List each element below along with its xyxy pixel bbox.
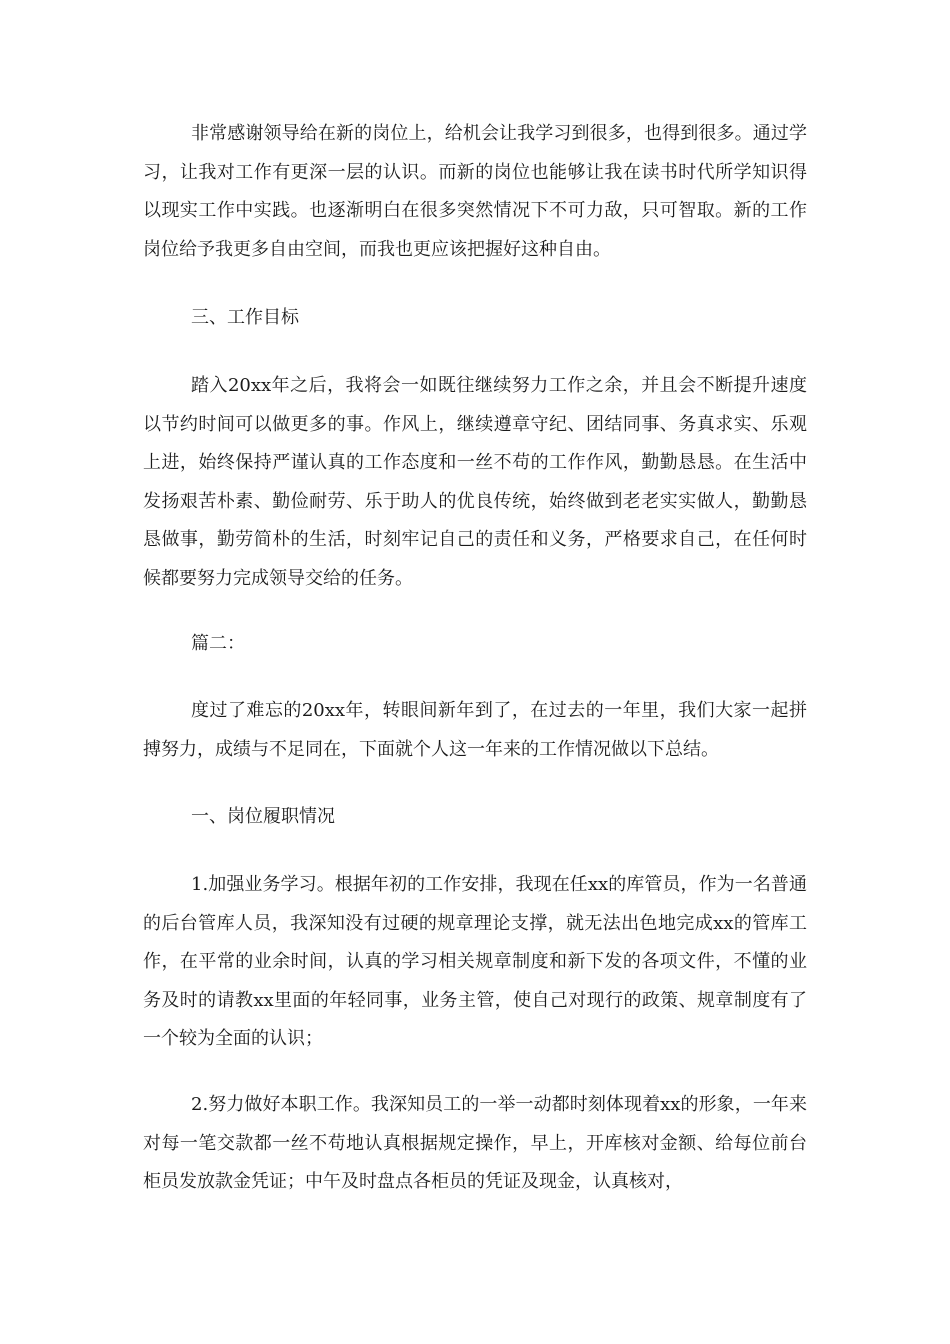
section-heading-part-two: 篇二：	[191, 633, 245, 654]
paragraph-business-study: 1.加强业务学习。根据年初的工作安排，我现在任xx的库管员，作为一名普通的后台管库人员，我深知没有过硬的规章理论支撑，就无法出色地完成xx的管库工作，在平常的业余时间，认真的学习相关规章制度和新下发的各项文件，不懂的业务及时的请教xx里面的年轻同事，业务主管，使自己对现行的政策、规章制度有了一个较为全面的认识；	[143, 874, 807, 1049]
paragraph-goals: 踏入20xx年之后，我将会一如既往继续努力工作之余，并且会不断提升速度以节约时间可以做更多的事。作风上，继续遵章守纪、团结同事、务真求实、乐观上进，始终保持严谨认真的工作态度和一丝不苟的工作作风，勤勤恳恳。在生活中发扬艰苦朴素、勤俭耐劳、乐于助人的优良传统，始终做到老老实实做人，勤勤恳恳做事，勤劳简朴的生活，时刻牢记自己的责任和义务，严格要求自己，在任何时候都要努力完成领导交给的任务。	[143, 375, 807, 589]
section-heading-duties: 一、岗位履职情况	[191, 806, 335, 827]
paragraph-gratitude: 非常感谢领导给在新的岗位上，给机会让我学习到很多，也得到很多。通过学习，让我对工作有更深一层的认识。而新的岗位也能够让我在读书时代所学知识得以现实工作中实践。也逐渐明白在很多突然情况下不可力敌，只可智取。新的工作岗位给予我更多自由空间，而我也更应该把握好这种自由。	[143, 123, 807, 260]
paragraph-intro-summary: 度过了难忘的20xx年，转眼间新年到了，在过去的一年里，我们大家一起拼搏努力，成绩与不足同在，下面就个人这一年来的工作情况做以下总结。	[143, 700, 807, 760]
section-heading-goals: 三、工作目标	[191, 307, 299, 328]
paragraph-job-duties: 2.努力做好本职工作。我深知员工的一举一动都时刻体现着xx的形象，一年来对每一笔交款都一丝不苟地认真根据规定操作，早上，开库核对金额、给每位前台柜员发放款金凭证；中午及时盘点各柜员的凭证及现金，认真核对，	[143, 1094, 807, 1192]
